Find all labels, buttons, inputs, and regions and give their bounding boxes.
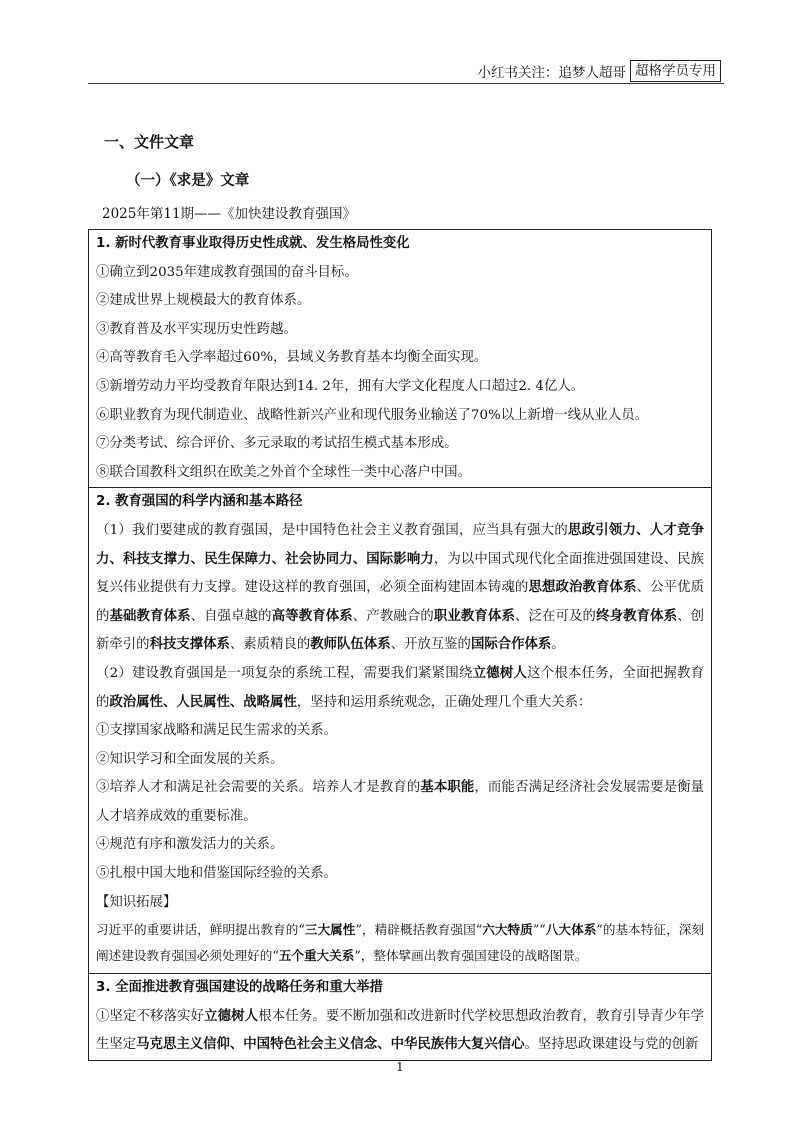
list-item: ③教育普及水平实现历史性跨越。 xyxy=(96,321,297,337)
list-item: ④规范有序和激发活力的关系。 xyxy=(96,837,284,853)
list-item: ⑧联合国教科文组织在欧美之外首个全球性一类中心落户中国。 xyxy=(96,464,471,480)
text-run: ，而能否满足经济社会发展需要是衡量人才培养成效的重要标准。 xyxy=(96,780,705,824)
text-run: ③培养人才和满足社会需要的关系。培养人才是教育的 xyxy=(96,780,421,796)
follow-note: 小红书关注：追梦人超哥 xyxy=(477,65,626,81)
text-run: ，为以中国式现代化全面推进强国建设、民族复兴伟业提供有力支撑。建设这样的教育强国，必须全面构建固本铸魂的 xyxy=(96,551,705,596)
bold-run: 终身教育体系 xyxy=(596,608,678,624)
text-run: 。坚持思政课建设与党的创新 xyxy=(524,1037,699,1053)
bold-run: 八大体系 xyxy=(545,922,597,938)
list-item: ②知识学习和全面发展的关系。 xyxy=(96,751,284,767)
text-run: 习近平的重要讲话，鲜明提出教育的“ xyxy=(96,922,305,938)
text-run: ①坚定不移落实好 xyxy=(96,1008,205,1024)
list-item xyxy=(96,774,704,831)
text-run: ”“ xyxy=(532,922,546,938)
bold-run: 政治属性、人民属性、战略属性 xyxy=(109,694,297,710)
text-run: 、泛在可及的 xyxy=(514,608,597,624)
section-title: 1. 新时代教育事业取得历史性成就、发生格局性变化 xyxy=(96,236,410,251)
knowledge-label: 【知识拓展】 xyxy=(96,894,177,910)
bold-run: 三大属性 xyxy=(304,922,356,938)
list-item: ⑦分类考试、综合评价、多元录取的考试招生模式基本形成。 xyxy=(96,436,458,452)
bold-run: 基础教育体系 xyxy=(109,608,191,624)
section-title: 2. 教育强国的科学内涵和基本路径 xyxy=(96,494,303,510)
section-tasks xyxy=(89,974,711,1060)
text-run: 、开放互鉴的 xyxy=(390,637,471,653)
text-run: ”的基本特征，深刻阐述建设教育强国必须处理好的“ xyxy=(96,922,704,964)
issue-title: 2025年第11期——《加快建设教育强国》 xyxy=(102,206,357,222)
bold-run: 基本职能 xyxy=(420,780,475,796)
bold-run: 教师队伍体系 xyxy=(310,637,391,653)
page-header xyxy=(478,60,722,82)
section-title: 3. 全面推进教育强国建设的战略任务和重大举措 xyxy=(96,980,383,996)
knowledge-extension xyxy=(96,917,704,969)
list-item: ⑤扎根中国大地和借鉴国际经验的关系。 xyxy=(96,866,338,882)
text-run: 、素质精良的 xyxy=(229,637,311,653)
bold-run: 科技支撑体系 xyxy=(149,637,230,653)
bold-run: 马克思主义信仰、中国特色社会主义信念、中华民族伟大复兴信心 xyxy=(136,1037,525,1053)
bold-run: 高等教育体系 xyxy=(271,608,353,624)
list-item: ④高等教育毛入学率超过60%，县域义务教育基本均衡全面实现。 xyxy=(96,350,488,366)
bold-run: 六大特质 xyxy=(482,922,533,938)
text-run: 。 xyxy=(551,637,565,653)
page-number: 1 xyxy=(396,1060,404,1074)
text-run: 这个根本任务，全面把握教育的 xyxy=(96,665,704,710)
bold-run: 思想政治教育体系 xyxy=(528,580,637,596)
heading-level2: （一）《求是》文章 xyxy=(126,172,250,189)
list-item: ⑥职业教育为现代制造业、战略性新兴产业和现代服务业输送了70%以上新增一线从业人员。 xyxy=(96,407,648,423)
text-run: 、公平优质的 xyxy=(96,580,705,624)
text-run: 根本任务。要不断加强和改进新时代学校思想政治教育，教育引导青少年学生坚定 xyxy=(96,1008,705,1053)
text-run: ”，整体擘画出教育强国建设的战略图景。 xyxy=(354,948,588,964)
bold-run: 思政引领力、人才竞争力、科技支撑力、民生保障力、社会协同力、国际影响力 xyxy=(96,522,704,567)
text-run: 、创新牵引的 xyxy=(96,608,705,653)
paragraph-2 xyxy=(96,660,704,717)
list-item: ②建成世界上规模最大的教育体系。 xyxy=(96,293,311,309)
heading-level1: 一、文件文章 xyxy=(104,133,195,151)
header-rule xyxy=(88,83,724,84)
text-run: （2）建设教育强国是一项复杂的系统工程，需要我们紧紧围绕 xyxy=(96,665,473,681)
bold-run: 五个重大关系 xyxy=(278,948,355,964)
list-item: ①确立到2035年建成教育强国的奋斗目标。 xyxy=(96,264,358,280)
bold-run: 职业教育体系 xyxy=(433,608,515,624)
text-run: 、自强卓越的 xyxy=(190,608,272,624)
bold-run: 立德树人 xyxy=(472,665,528,681)
list-item: ①支撑国家战略和满足民生需求的关系。 xyxy=(96,723,338,739)
text-run: ，坚持和运用系统观念，正确处理几个重大关系： xyxy=(296,694,592,710)
exclusive-tag: 超格学员专用 xyxy=(630,60,721,82)
bold-run: 立德树人 xyxy=(204,1008,259,1024)
text-run: 、产教融合的 xyxy=(352,608,434,624)
paragraph-1 xyxy=(96,517,704,660)
section-achievements xyxy=(89,230,711,488)
text-run: （1）我们要建成的教育强国，是中国特色社会主义教育强国，应当具有强大的 xyxy=(96,522,568,538)
section-connotation xyxy=(89,488,711,974)
paragraph-1 xyxy=(96,1003,704,1060)
bold-run: 国际合作体系 xyxy=(470,637,552,653)
content-table xyxy=(88,229,712,1061)
text-run: ”，精辟概括教育强国“ xyxy=(355,922,483,938)
list-item: ⑤新增劳动力平均受教育年限达到14. 2年，拥有大学文化程度人口超过2. 4亿人。 xyxy=(96,378,585,394)
